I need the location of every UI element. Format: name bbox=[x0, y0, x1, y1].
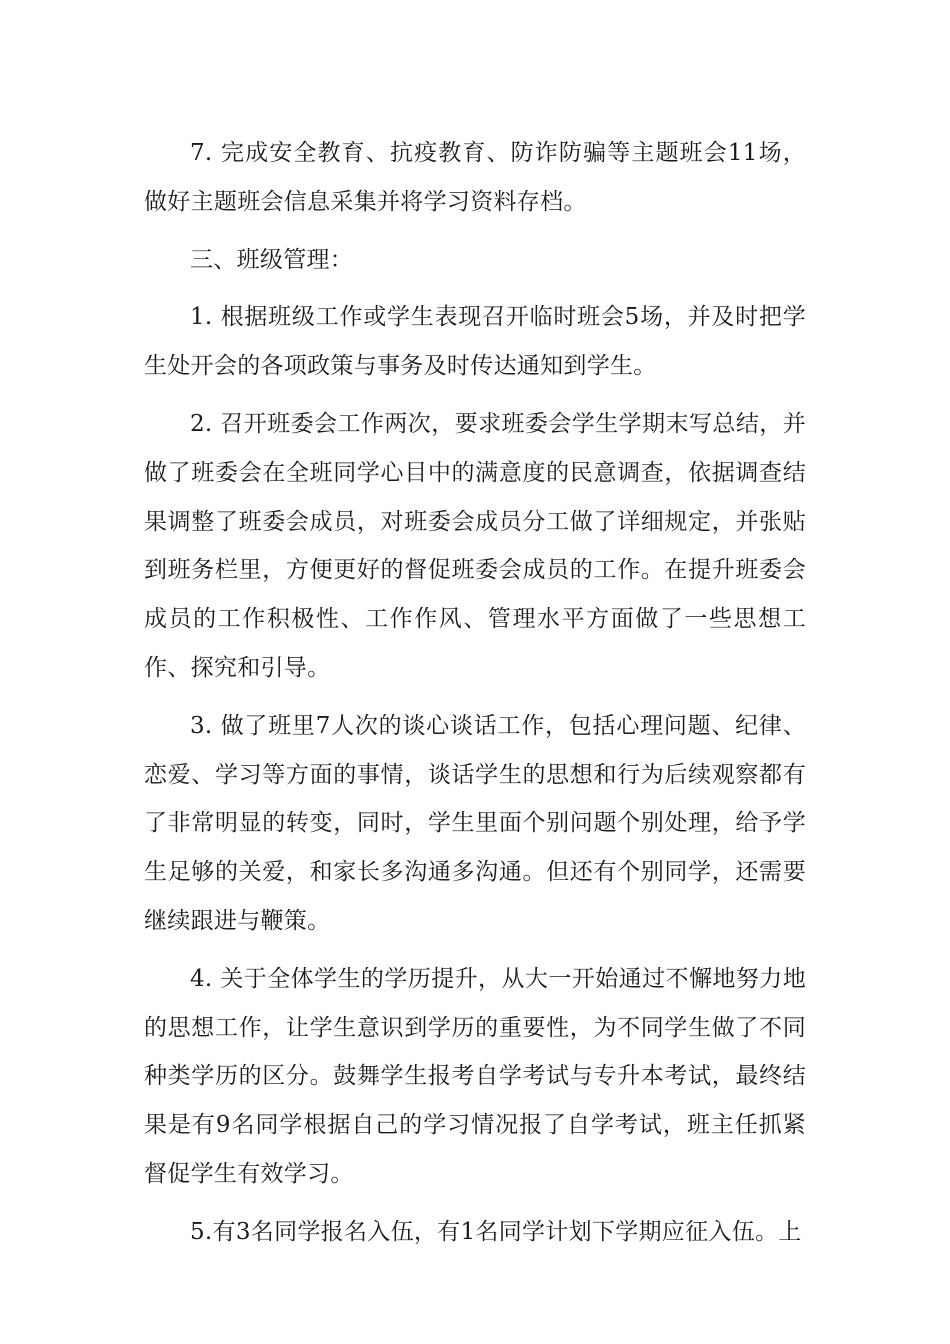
section-heading-class-management: 三、班级管理： bbox=[190, 246, 354, 273]
paragraph-item-1: 1. 根据班级工作或学生表现召开临时班会5场，并及时把学生处开会的各项政策与事务及时传达通知到学生。 bbox=[144, 304, 806, 380]
document-body bbox=[144, 129, 806, 1266]
paragraph-item-2: 2. 召开班委会工作两次，要求班委会学生学期末写总结，并做了班委会在全班同学心目中的满意度的民意调查，依据调查结果调整了班委会成员，对班委会成员分工做了详细规定，并张贴到班务栏里，方便更好的督促班委会成员的工作。在提升班委会成员的工作积极性、工作作风、管理水平方面做了一些思想工作、探究和引导。 bbox=[144, 410, 806, 681]
paragraph-item-7: 7. 完成安全教育、抗疫教育、防诈防骗等主题班会11场，做好主题班会信息采集并将学习资料存档。 bbox=[144, 140, 806, 215]
paragraph-item-3: 3. 做了班里7人次的谈心谈话工作，包括心理问题、纪律、恋爱、学习等方面的事情，谈话学生的思想和行为后续观察都有了非常明显的转变，同时，学生里面个别问题个别处理，给予学生足够的关爱，和家长多沟通多沟通。但还有个别同学，还需要继续跟进与鞭策。 bbox=[144, 712, 806, 934]
paragraph-item-5: 5.有3名同学报名入伍，有1名同学计划下学期应征入伍。上 bbox=[190, 1218, 802, 1245]
paragraph-item-4: 4. 关于全体学生的学历提升，从大一开始通过不懈地努力地的思想工作，让学生意识到学历的重要性，为不同学生做了不同种类学历的区分。鼓舞学生报考自学考试与专升本考试，最终结果是有9名同学根据自己的学习情况报了自学考试，班主任抓紧督促学生有效学习。 bbox=[144, 965, 806, 1187]
